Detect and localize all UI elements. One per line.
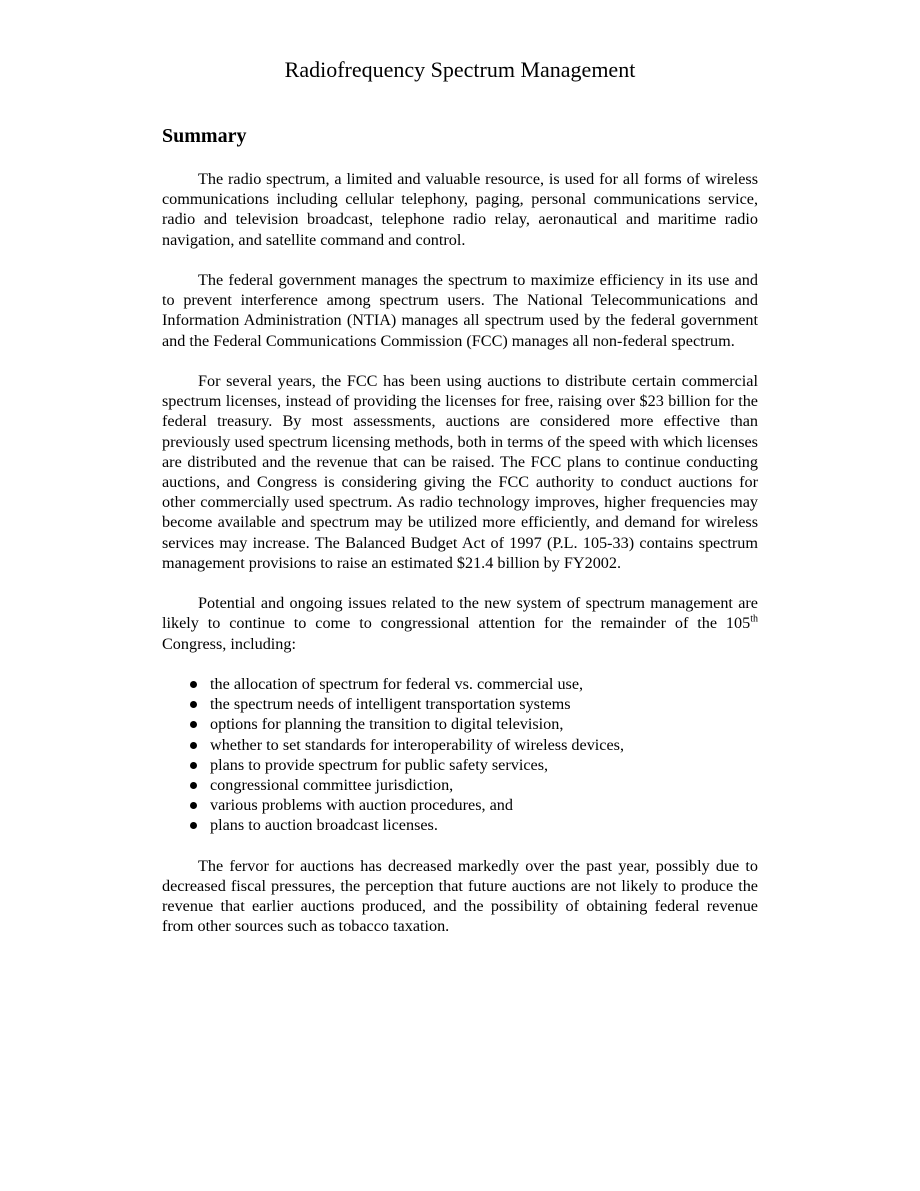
list-item-text: the allocation of spectrum for federal vs. commercial use, xyxy=(210,675,584,694)
list-item xyxy=(162,714,758,734)
bullet-icon xyxy=(190,822,197,829)
list-item xyxy=(162,674,758,694)
list-item-text: the spectrum needs of intelligent transportation systems xyxy=(210,695,571,714)
bullet-icon xyxy=(190,701,197,708)
list-item xyxy=(162,755,758,775)
paragraph-closing: The fervor for auctions has decreased markedly over the past year, possibly due to decreased fiscal pressures, the perception that future auctions are not likely to produce the revenue that earlier auctions produced, and the possibility of obtaining federal revenue from other sources such as tobacco taxation. xyxy=(162,856,758,936)
list-item-text: whether to set standards for interoperability of wireless devices, xyxy=(210,735,624,754)
bullet-icon xyxy=(190,782,197,789)
bullet-icon xyxy=(190,721,197,728)
section-heading-summary: Summary xyxy=(162,125,247,147)
issues-bullet-list xyxy=(162,674,758,836)
paragraph-federal-management: The federal government manages the spectrum to maximize efficiency in its use and to prevent interference among spectrum users. The National Telecommunications and Information Administration (NTIA) manages all spectrum used by the federal government and the Federal Communications Commission (FCC) manages all non-federal spectrum. xyxy=(162,271,758,350)
list-item xyxy=(162,815,758,835)
issues-intro-tail: Congress, including: xyxy=(162,634,296,653)
list-item-text: congressional committee jurisdiction, xyxy=(210,776,454,795)
list-item xyxy=(162,694,758,714)
bullet-icon xyxy=(190,762,197,769)
document-body xyxy=(162,123,758,957)
bullet-icon xyxy=(190,681,197,688)
bullet-icon xyxy=(190,802,197,809)
paragraph-spectrum-uses: The radio spectrum, a limited and valuable resource, is used for all forms of wireless communications including cellular telephony, paging, personal communications service, radio and television broadcast, telephone radio relay, aeronautical and maritime radio navigation, and satellite command and control. xyxy=(162,170,758,249)
list-item-text: plans to auction broadcast licenses. xyxy=(210,816,438,835)
bullet-icon xyxy=(190,742,197,749)
ordinal-superscript: th xyxy=(750,614,758,626)
list-item-text: options for planning the transition to digital television, xyxy=(210,715,564,734)
list-item xyxy=(162,795,758,815)
document-title: Radiofrequency Spectrum Management xyxy=(284,57,636,82)
list-item xyxy=(162,775,758,795)
list-item xyxy=(162,735,758,755)
list-item-text: various problems with auction procedures, and xyxy=(210,796,513,815)
paragraph-issues-intro xyxy=(162,593,758,654)
paragraph-auctions: For several years, the FCC has been using auctions to distribute certain commercial spectrum licenses, instead of providing the licenses for free, raising over $23 billion for the federal treasury. By most assessments, auctions are considered more effective than previously used spectrum licensing methods, both in terms of the speed with which licenses are distributed and the revenue that can be raised. The FCC plans to continue conducting auctions, and Congress is considering giving the FCC authority to conduct auctions for other commercially used spectrum. As radio technology improves, higher frequencies may become available and spectrum may be utilized more efficiently, and demand for wireless services may increase. The Balanced Budget Act of 1997 (P.L. 105-33) contains spectrum management provisions to raise an estimated $21.4 billion by FY2002. xyxy=(162,372,758,572)
list-item-text: plans to provide spectrum for public safety services, xyxy=(210,755,549,774)
issues-intro-text: Potential and ongoing issues related to the new system of spectrum management are likely to continue to come to congressional attention for the remainder of the 105 xyxy=(162,594,758,633)
